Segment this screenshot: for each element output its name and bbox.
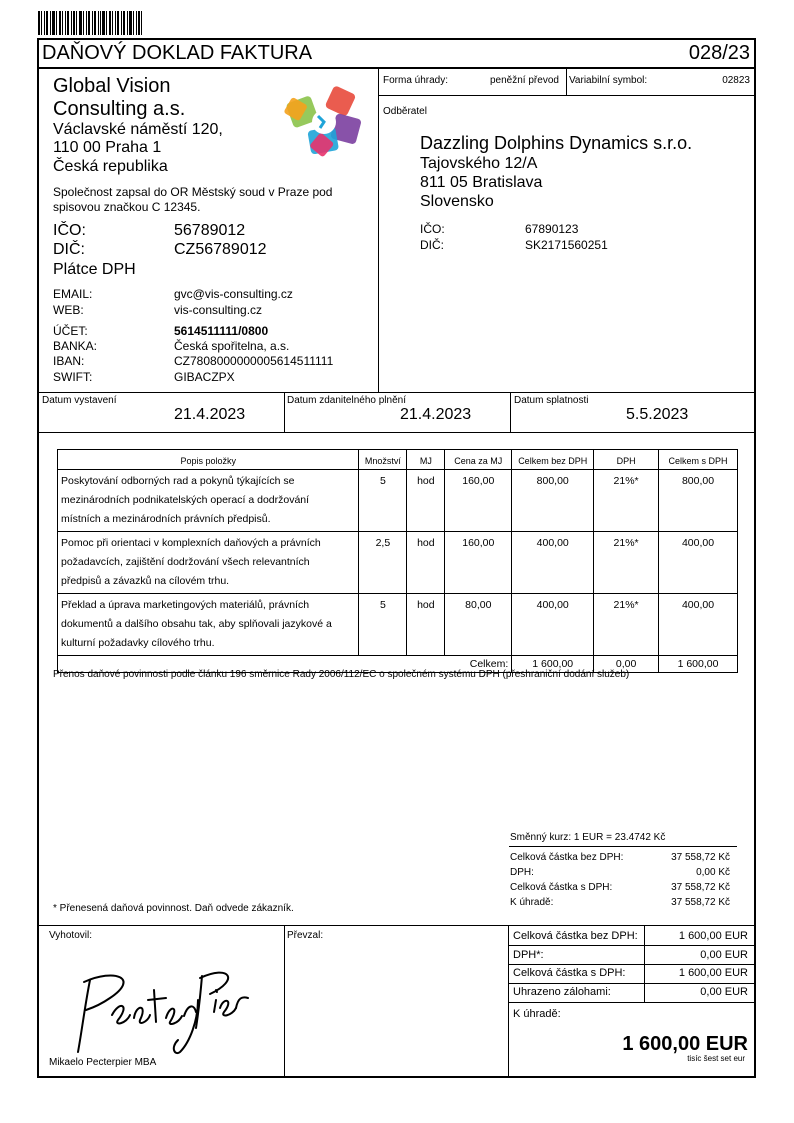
description-line: Překlad a úprava marketingových materiálů, právních bbox=[61, 599, 310, 611]
item-vat: 21%* bbox=[594, 470, 659, 532]
divider bbox=[508, 945, 756, 946]
customer-dic-label: DIČ: bbox=[420, 238, 444, 252]
eur-label: Celková částka s DPH: bbox=[513, 967, 626, 979]
item-gross: 800,00 bbox=[659, 470, 738, 532]
supplier-ico-label: IČO: bbox=[53, 222, 86, 239]
divider bbox=[508, 964, 756, 965]
total-gross: 1 600,00 bbox=[659, 656, 738, 673]
bank-label: BANKA: bbox=[53, 339, 98, 353]
divider bbox=[508, 925, 509, 1077]
divider bbox=[566, 68, 567, 95]
taxable-date: 21.4.2023 bbox=[400, 406, 472, 423]
customer-country: Slovensko bbox=[420, 193, 494, 210]
czk-label: DPH: bbox=[510, 867, 534, 878]
eur-value: 0,00 EUR bbox=[700, 949, 748, 961]
email-label: EMAIL: bbox=[53, 287, 93, 301]
divider bbox=[509, 846, 737, 847]
taxable-date-label: Datum zdanitelného plnění bbox=[287, 395, 406, 406]
item-description bbox=[58, 594, 359, 656]
customer-name: Dazzling Dolphins Dynamics s.r.o. bbox=[420, 133, 693, 153]
customer-dic: SK2171560251 bbox=[525, 238, 608, 252]
supplier-name-2: Consulting a.s. bbox=[53, 98, 186, 120]
item-description bbox=[58, 532, 359, 594]
item-quantity: 5 bbox=[359, 594, 407, 656]
divider bbox=[510, 392, 511, 432]
supplier-country: Česká republika bbox=[53, 158, 168, 175]
payment-method: peněžní převod bbox=[490, 75, 559, 86]
email-link[interactable]: gvc@vis-consulting.cz bbox=[174, 287, 293, 301]
item-net: 800,00 bbox=[512, 470, 594, 532]
iban-label: IBAN: bbox=[53, 354, 85, 368]
item-gross: 400,00 bbox=[659, 594, 738, 656]
eur-value: 0,00 EUR bbox=[700, 986, 748, 998]
divider bbox=[378, 95, 756, 96]
variable-symbol-label: Variabilní symbol: bbox=[569, 75, 648, 86]
items-table bbox=[57, 449, 738, 673]
column-header: Cena za MJ bbox=[445, 450, 512, 470]
item-quantity: 5 bbox=[359, 470, 407, 532]
eur-label: DPH*: bbox=[513, 949, 544, 961]
table-header-row bbox=[58, 450, 738, 470]
issued-by-name: Mikaelo Pecterpier MBA bbox=[49, 1057, 157, 1068]
customer-ico: 67890123 bbox=[525, 222, 579, 236]
issued-by-label: Vyhotovil: bbox=[49, 930, 92, 941]
due-date-label: Datum splatnosti bbox=[514, 395, 589, 406]
document-title: DAŇOVÝ DOKLAD FAKTURA bbox=[42, 42, 313, 64]
column-header: Množství bbox=[359, 450, 407, 470]
description-line: kulturní požadavky cílového trhu. bbox=[61, 637, 215, 649]
column-header: DPH bbox=[594, 450, 659, 470]
divider bbox=[37, 392, 756, 393]
description-line: předpisů a závazků na cílovém trhu. bbox=[61, 575, 230, 587]
czk-label: K úhradě: bbox=[510, 897, 554, 908]
table-row bbox=[58, 594, 738, 656]
divider bbox=[37, 67, 756, 69]
payment-method-label: Forma úhrady: bbox=[383, 75, 449, 86]
item-quantity: 2,5 bbox=[359, 532, 407, 594]
supplier-city: 110 00 Praha 1 bbox=[53, 139, 162, 156]
to-pay-amount: 1 600,00 EUR bbox=[622, 1033, 748, 1055]
supplier-ico: 56789012 bbox=[174, 222, 246, 239]
barcode bbox=[38, 11, 142, 35]
footnote: * Přenesená daňová povinnost. Daň odvede zákazník. bbox=[53, 903, 294, 914]
total-vat: 0,00 bbox=[594, 656, 659, 673]
item-unit: hod bbox=[407, 594, 445, 656]
eur-value: 1 600,00 EUR bbox=[678, 967, 748, 979]
czk-label: Celková částka bez DPH: bbox=[510, 852, 624, 863]
swift-value: GIBACZPX bbox=[174, 370, 235, 384]
signature bbox=[70, 960, 250, 1055]
item-description bbox=[58, 470, 359, 532]
item-gross: 400,00 bbox=[659, 532, 738, 594]
due-date: 5.5.2023 bbox=[626, 406, 689, 423]
customer-ico-label: IČO: bbox=[420, 222, 445, 236]
table-row bbox=[58, 470, 738, 532]
divider bbox=[284, 392, 285, 432]
item-vat: 21%* bbox=[594, 532, 659, 594]
issue-date-label: Datum vystavení bbox=[42, 395, 117, 406]
supplier-dic: CZ56789012 bbox=[174, 241, 267, 258]
column-header: MJ bbox=[407, 450, 445, 470]
czk-label: Celková částka s DPH: bbox=[510, 882, 613, 893]
item-unit-price: 80,00 bbox=[445, 594, 512, 656]
description-line: Pomoc při orientaci v komplexních daňových a právních bbox=[61, 537, 321, 549]
item-vat: 21%* bbox=[594, 594, 659, 656]
divider bbox=[378, 68, 379, 392]
item-net: 400,00 bbox=[512, 594, 594, 656]
total-label: Celkem: bbox=[58, 656, 512, 673]
divider bbox=[508, 983, 756, 984]
item-unit: hod bbox=[407, 470, 445, 532]
czk-value: 37 558,72 Kč bbox=[671, 882, 730, 893]
supplier-street: Václavské náměstí 120, bbox=[53, 121, 223, 138]
item-unit-price: 160,00 bbox=[445, 470, 512, 532]
column-header: Popis položky bbox=[58, 450, 359, 470]
description-line: mezinárodních podnikatelských operací a dodržování bbox=[61, 494, 310, 506]
column-header: Celkem s DPH bbox=[659, 450, 738, 470]
variable-symbol: 02823 bbox=[722, 75, 750, 86]
document-number: 028/23 bbox=[688, 42, 750, 64]
description-line: místních a mezinárodních právních předpisů. bbox=[61, 513, 271, 525]
swift-label: SWIFT: bbox=[53, 370, 93, 384]
divider bbox=[508, 1002, 756, 1003]
customer-section-label: Odběratel bbox=[383, 106, 427, 117]
czk-value: 37 558,72 Kč bbox=[671, 897, 730, 908]
exchange-rate: Směnný kurz: 1 EUR = 23.4742 Kč bbox=[510, 832, 666, 843]
bank-name: Česká spořitelna, a.s. bbox=[174, 339, 290, 353]
supplier-registry-2: spisovou značkou C 12345. bbox=[53, 200, 201, 214]
web-link[interactable]: vis-consulting.cz bbox=[174, 303, 263, 317]
eur-label: Uhrazeno zálohami: bbox=[513, 986, 611, 998]
czk-value: 37 558,72 Kč bbox=[671, 852, 730, 863]
column-header: Celkem bez DPH bbox=[512, 450, 594, 470]
item-unit-price: 160,00 bbox=[445, 532, 512, 594]
table-row bbox=[58, 532, 738, 594]
to-pay-words: tisíc šest set eur bbox=[687, 1054, 745, 1063]
description-line: dokumentů a dalšího obsahu tak, aby splňovali jazykové a bbox=[61, 618, 332, 630]
czk-value: 0,00 Kč bbox=[696, 867, 730, 878]
account-label: ÚČET: bbox=[53, 324, 88, 338]
divider bbox=[284, 925, 285, 1077]
supplier-registry: Společnost zapsal do OR Městský soud v Praze pod bbox=[53, 185, 333, 199]
divider bbox=[37, 925, 756, 926]
web-label: WEB: bbox=[53, 303, 84, 317]
account-number: 5614511111/0800 bbox=[174, 324, 269, 338]
divider bbox=[37, 432, 756, 433]
item-net: 400,00 bbox=[512, 532, 594, 594]
reverse-charge-note: Přenos daňové povinnosti podle článku 196 směrnice Rady 2006/112/EC o společném systému DPH (přeshraniční dodání služeb) bbox=[53, 669, 630, 680]
eur-label: Celková částka bez DPH: bbox=[513, 930, 638, 942]
customer-street: Tajovského 12/A bbox=[420, 155, 538, 172]
description-line: Poskytování odborných rad a pokynů týkajících se bbox=[61, 475, 295, 487]
customer-city: 811 05 Bratislava bbox=[420, 174, 543, 191]
total-net: 1 600,00 bbox=[512, 656, 594, 673]
supplier-dic-label: DIČ: bbox=[53, 241, 85, 258]
iban-value: CZ7808000000005614511111 bbox=[174, 354, 334, 368]
received-by-label: Převzal: bbox=[287, 930, 324, 941]
to-pay-label: K úhradě: bbox=[513, 1008, 561, 1020]
issue-date: 21.4.2023 bbox=[174, 406, 246, 423]
eur-value: 1 600,00 EUR bbox=[678, 930, 748, 942]
supplier-name: Global Vision bbox=[53, 75, 171, 97]
vat-payer: Plátce DPH bbox=[53, 261, 136, 278]
item-unit: hod bbox=[407, 532, 445, 594]
company-logo bbox=[278, 78, 370, 166]
description-line: požadavcích, zajištění dodržování všech relevantních bbox=[61, 556, 310, 568]
